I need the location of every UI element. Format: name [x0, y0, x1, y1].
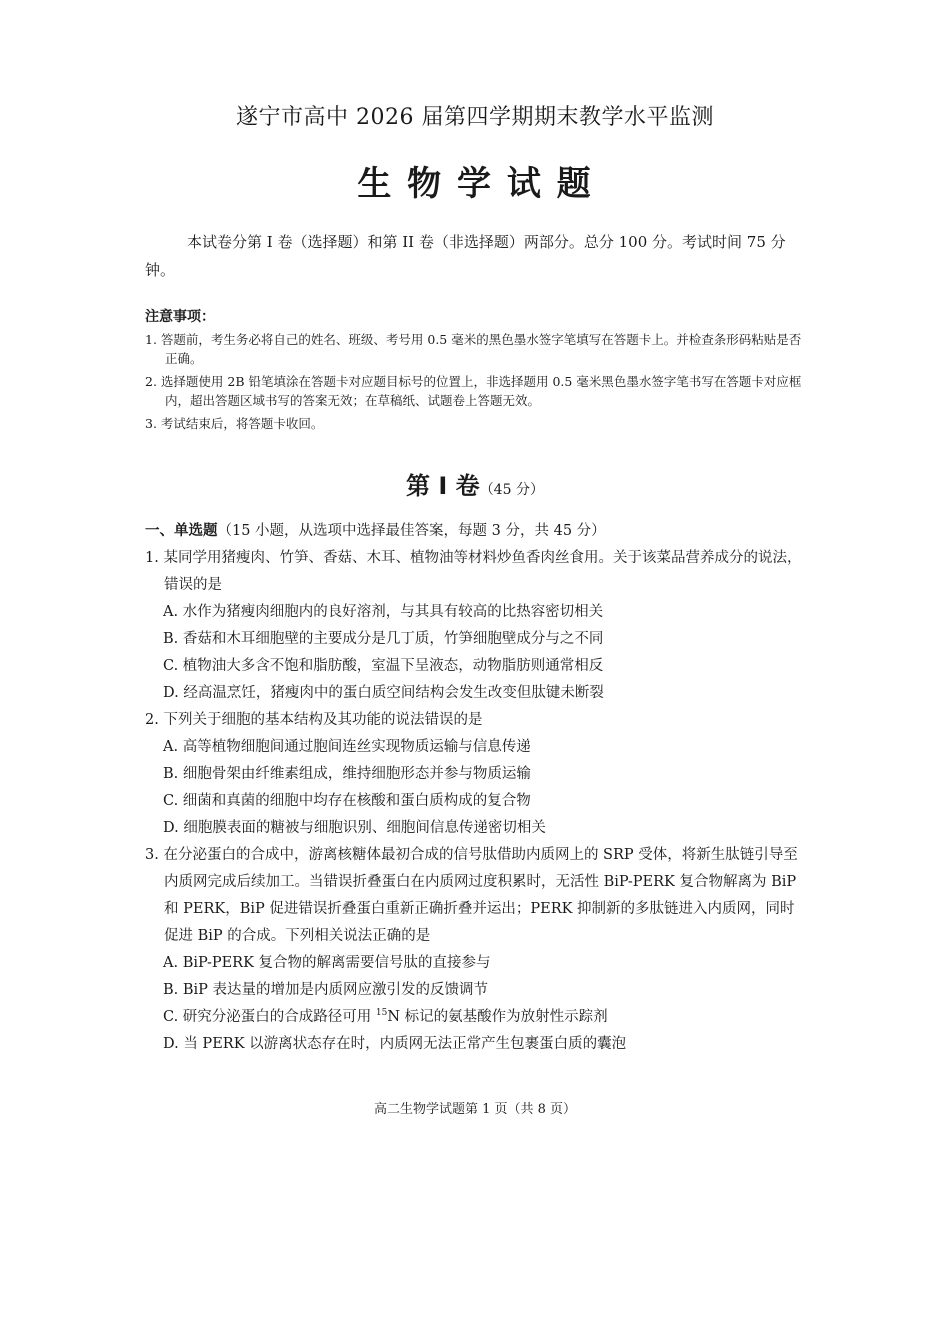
- note-item: 2. 选择题使用 2B 铅笔填涂在答题卡对应题目标号的位置上，非选择题用 0.5 毫米黑色墨水签字笔书写在答题卡对应框内，超出答题区域书写的答案无效；在草稿纸、试题卷上答题无效。: [145, 374, 802, 408]
- notes-heading: 注意事项：: [145, 309, 215, 325]
- option-a: A. BiP-PERK 复合物的解离需要信号肽的直接参与: [163, 955, 491, 971]
- question-stem: 2. 下列关于细胞的基本结构及其功能的说法错误的是: [145, 712, 483, 728]
- question-2: [145, 707, 807, 842]
- questions-content: [145, 518, 807, 1058]
- part-label: 一、单选题: [145, 523, 218, 539]
- note-item: 3. 考试结束后，将答题卡收回。: [145, 416, 324, 431]
- isotope-superscript: 15: [375, 1008, 388, 1019]
- question-stem: 3. 在分泌蛋白的合成中，游离核糖体最初合成的信号肽借助内质网上的 SRP 受体，将新生肽链引导至内质网完成后续加工。当错误折叠蛋白在内质网过度积累时，无活性 BiP-PERK 复合物解离为 BiP 和 PERK，BiP 促进错误折叠蛋白重新正确折叠并运出；PERK 抑制新的多肽链进入内质网，同时促进 BiP 的合成。下列相关说法正确的是: [145, 847, 798, 944]
- option-d: D. 当 PERK 以游离状态存在时，内质网无法正常产生包裹蛋白质的囊泡: [163, 1036, 627, 1052]
- option-c: [145, 1004, 807, 1031]
- option-c: C. 植物油大多含不饱和脂肪酸，室温下呈液态，动物脂肪则通常相反: [163, 658, 604, 674]
- option-c-prefix: C. 研究分泌蛋白的合成路径可用: [163, 1009, 376, 1025]
- intro-paragraph: 本试卷分第 I 卷（选择题）和第 II 卷（非选择题）两部分。总分 100 分。考试时间 75 分钟。: [145, 233, 786, 279]
- part-description: （15 小题，从选项中选择最佳答案，每题 3 分，共 45 分）: [217, 523, 606, 539]
- notes-list: [145, 330, 805, 437]
- page-footer: 高二生物学试题第 1 页（共 8 页）: [373, 1102, 577, 1117]
- question-3: [145, 842, 807, 1058]
- question-stem: 1. 某同学用猪瘦肉、竹笋、香菇、木耳、植物油等材料炒鱼香肉丝食用。关于该菜品营养成分的说法，错误的是: [145, 550, 802, 593]
- option-d: D. 经高温烹饪，猪瘦肉中的蛋白质空间结构会发生改变但肽键未断裂: [163, 685, 604, 701]
- option-c: C. 细菌和真菌的细胞中均存在核酸和蛋白质构成的复合物: [163, 793, 531, 809]
- option-c-suffix: N 标记的氨基酸作为放射性示踪剂: [387, 1009, 608, 1025]
- note-item: 1. 答题前，考生务必将自己的姓名、班级、考号用 0.5 毫米的黑色墨水签字笔填写在答题卡上。并检查条形码粘贴是否正确。: [145, 332, 802, 366]
- option-b: B. 细胞骨架由纤维素组成，维持细胞形态并参与物质运输: [163, 766, 531, 782]
- option-d: D. 细胞膜表面的糖被与细胞识别、细胞间信息传递密切相关: [163, 820, 546, 836]
- part-heading: [145, 518, 807, 545]
- section-title-main: 第 I 卷: [406, 472, 480, 500]
- option-a: A. 水作为猪瘦肉细胞内的良好溶剂，与其具有较高的比热容密切相关: [163, 604, 604, 620]
- school-title: 遂宁市高中 2026 届第四学期期末教学水平监测: [236, 105, 714, 130]
- option-b: B. 香菇和木耳细胞壁的主要成分是几丁质，竹笋细胞壁成分与之不同: [163, 631, 604, 647]
- section-points: （45 分）: [479, 482, 544, 498]
- option-b: B. BiP 表达量的增加是内质网应激引发的反馈调节: [163, 982, 489, 998]
- option-a: A. 高等植物细胞间通过胞间连丝实现物质运输与信息传递: [163, 739, 531, 755]
- exam-title: 生 物 学 试 题: [357, 164, 593, 204]
- question-1: [145, 545, 807, 707]
- section-title: [0, 466, 950, 501]
